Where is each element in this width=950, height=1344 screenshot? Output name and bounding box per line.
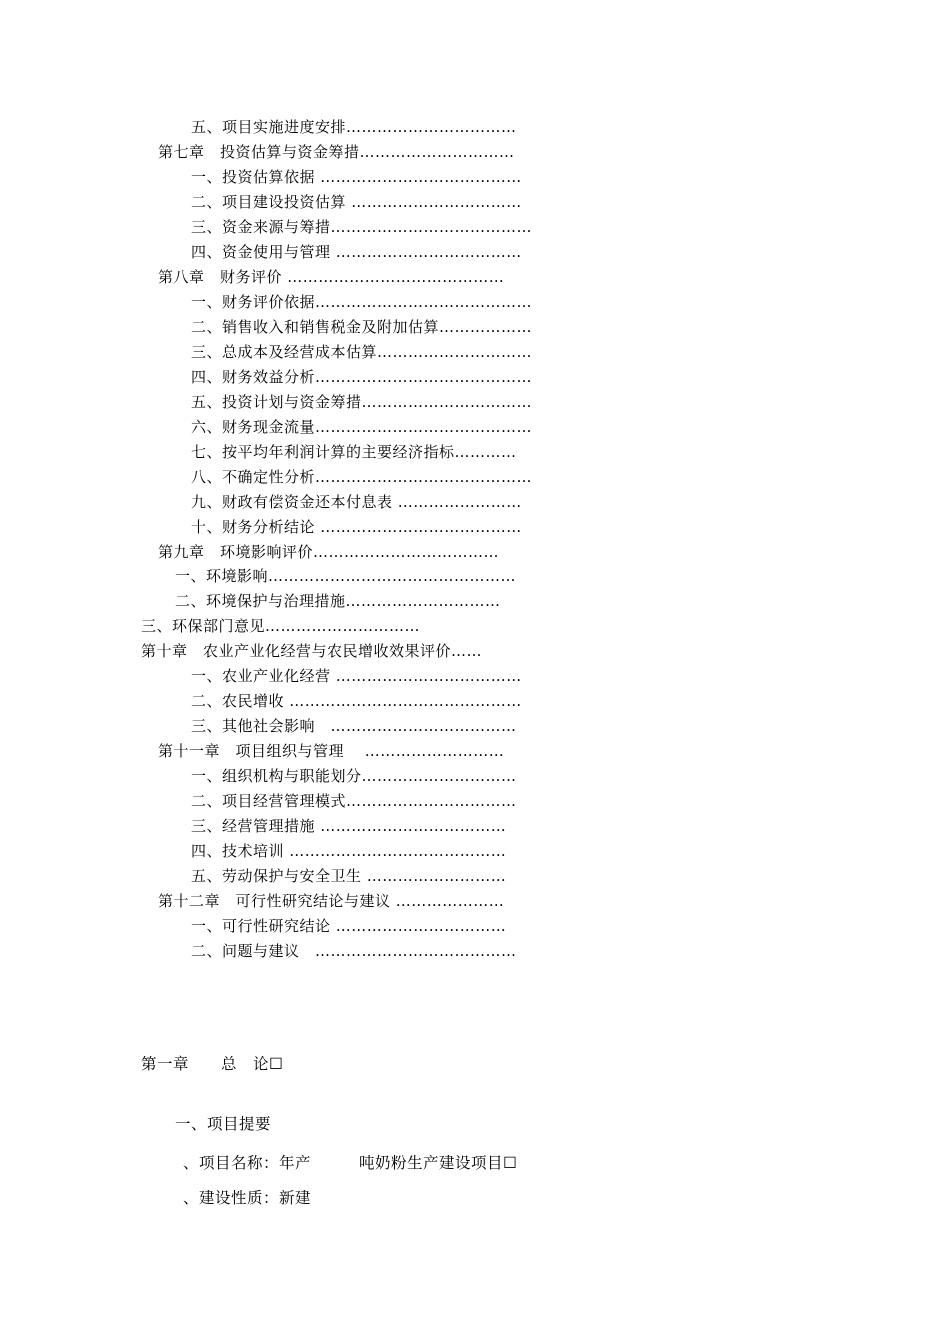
toc-entry: 二、环境保护与治理措施………………………… [175,592,501,610]
toc-entry: 二、项目建设投资估算 …………………………… [191,193,522,211]
toc-entry: 八、不确定性分析…………………………………… [191,468,533,486]
project-name-item: 、项目名称：年产 吨奶粉生产建设项目☐ [183,1154,518,1172]
toc-entry: 三、环保部门意见………………………… [141,617,421,635]
toc-entry: 七、按平均年利润计算的主要经济指标………… [191,443,517,461]
toc-entry: 四、资金使用与管理 ……………………………… [191,243,522,261]
toc-entry: 二、农民增收 ……………………………………… [191,692,522,710]
toc-entry: 四、技术培训 …………………………………… [191,842,507,860]
toc-entry: 九、财政有偿资金还本付息表 …………………… [191,493,522,511]
toc-entry: 二、问题与建议 ………………………………… [191,942,517,960]
build-nature-item: 、建设性质：新建 [183,1189,312,1207]
toc-entry: 五、劳动保护与安全卫生 ……………………… [191,867,507,885]
toc-entry: 一、环境影响………………………………………… [175,567,517,585]
toc-entry: 三、经营管理措施 ……………………………… [191,817,507,835]
toc-entry: 一、投资估算依据 ………………………………… [191,168,522,186]
toc-entry: 三、资金来源与筹措………………………………… [191,218,533,236]
toc-entry: 二、销售收入和销售税金及附加估算……………… [191,318,533,336]
toc-entry: 一、组织机构与职能划分………………………… [191,767,517,785]
toc-chapter-entry: 第十一章 项目组织与管理 ……………………… [158,742,505,760]
toc-entry: 六、财务现金流量…………………………………… [191,418,533,436]
toc-chapter-entry: 第十章 农业产业化经营与农民增收效果评价…… [141,642,483,660]
toc-entry: 一、农业产业化经营 ……………………………… [191,667,522,685]
toc-chapter-entry: 第九章 环境影响评价……………………………… [158,543,500,561]
chapter-heading: 第一章 总 论☐ [141,1055,284,1073]
toc-chapter-entry: 第八章 财务评价 …………………………………… [158,268,505,286]
toc-entry: 一、可行性研究结论 …………………………… [191,917,507,935]
toc-entry: 十、财务分析结论 ………………………………… [191,518,522,536]
toc-entry: 三、总成本及经营成本估算………………………… [191,343,533,361]
toc-chapter-entry: 第七章 投资估算与资金筹措………………………… [158,143,515,161]
toc-entry: 二、项目经营管理模式…………………………… [191,792,517,810]
toc-entry: 五、投资计划与资金筹措…………………………… [191,393,533,411]
toc-entry: 四、财务效益分析…………………………………… [191,368,533,386]
toc-entry: 三、其他社会影响 ……………………………… [191,717,517,735]
toc-entry: 一、财务评价依据…………………………………… [191,293,533,311]
section-heading: 一、项目提要 [175,1115,272,1133]
toc-chapter-entry: 第十二章 可行性研究结论与建议 ………………… [158,892,505,910]
toc-entry: 五、项目实施进度安排…………………………… [191,118,517,136]
